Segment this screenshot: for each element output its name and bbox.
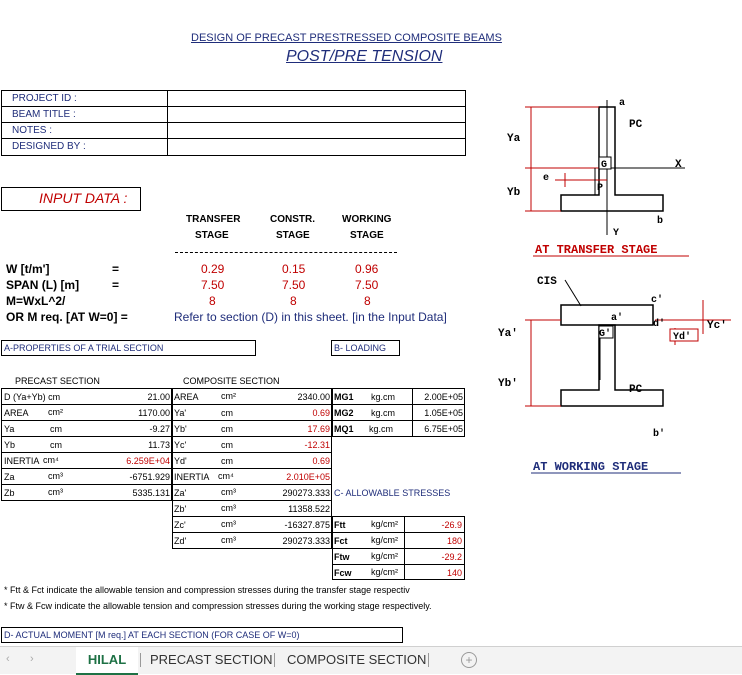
composite-row-label: Zc' (174, 520, 186, 530)
label-yd-prime: Yd' (673, 332, 692, 343)
composite-row-unit: cm⁴ (218, 471, 234, 481)
label-g: G (601, 160, 608, 171)
input-data-label: INPUT DATA : (39, 190, 128, 206)
precast-row-unit: cm³ (48, 487, 63, 497)
label-ya-prime: Ya' (498, 328, 518, 340)
sheet-tab-hilal[interactable]: HILAL (76, 647, 138, 675)
notes-label: NOTES : (12, 125, 53, 136)
stage-working-l2: STAGE (350, 230, 384, 241)
label-yb-prime: Yb' (498, 378, 518, 390)
composite-row-value: 2340.00 (297, 392, 330, 402)
note-transfer: * Ftt & Fct indicate the allowable tension and compression stresses during the transfer stage respectiv (4, 585, 410, 595)
span-transfer[interactable]: 7.50 (201, 278, 225, 292)
loading-row-value: 1.05E+05 (424, 408, 463, 418)
label-a: a (619, 98, 626, 109)
loading-row-label: MG2 (334, 408, 354, 418)
transfer-stage-diagram (495, 95, 695, 265)
precast-row-label: Ya (4, 424, 15, 434)
working-stage-caption: AT WORKING STAGE (533, 460, 649, 474)
precast-row-label: Yb (4, 440, 16, 450)
stress-row-label: Fct (334, 536, 348, 546)
stage-transfer-l2: STAGE (195, 230, 229, 241)
composite-row-unit: cm³ (221, 487, 236, 497)
span-constr[interactable]: 7.50 (282, 278, 306, 292)
stress-row-label: Fcw (334, 568, 352, 578)
stress-row-value: 180 (446, 536, 462, 546)
precast-row-value: 21.00 (147, 392, 170, 402)
stress-row-unit: kg/cm² (371, 567, 398, 577)
stage-constr-l1: CONSTR. (270, 214, 315, 225)
composite-row-label: Zd' (174, 536, 187, 546)
composite-row-unit: cm² (221, 391, 236, 401)
label-pc: PC (629, 119, 643, 131)
composite-section-header: COMPOSITE SECTION (183, 376, 280, 386)
working-stage-diagram (495, 270, 740, 480)
precast-row-value: 5335.131 (132, 488, 170, 498)
loading-row-unit: kg.cm (369, 424, 394, 434)
loading-row-unit: kg.cm (371, 392, 396, 402)
composite-row-value: 2.010E+05 (286, 472, 330, 482)
precast-section-header: PRECAST SECTION (15, 376, 100, 386)
moment-formula-label: M=WxL^2/ (6, 294, 66, 308)
beam-title-label: BEAM TITLE : (12, 109, 76, 120)
label-d-prime: d' (653, 319, 666, 330)
label-cis: CIS (537, 276, 557, 288)
precast-row-value: 6.259E+04 (126, 456, 170, 466)
precast-row-value: 11.73 (148, 440, 170, 450)
precast-row-label: Zb (4, 488, 15, 498)
designed-by-label: DESIGNED BY : (12, 141, 86, 152)
w-label: W [t/m'] (6, 262, 50, 276)
or-m-req-note: Refer to section (D) in this sheet. [in the Input Data] (174, 310, 447, 324)
stress-row-value: -29.2 (441, 552, 462, 562)
w-transfer[interactable]: 0.29 (201, 262, 225, 276)
project-id-label: PROJECT ID : (12, 93, 77, 104)
label-g-prime: G' (599, 329, 612, 340)
precast-row-value: -6751.929 (129, 472, 170, 482)
section-a-title: A-PROPERTIES OF A TRIAL SECTION (4, 343, 164, 353)
label-yc-prime: Yc' (707, 320, 727, 332)
composite-row-label: Ya' (174, 408, 187, 418)
stress-row-label: Ftt (334, 520, 346, 530)
composite-row-label: Za' (174, 488, 187, 498)
divisor-constr[interactable]: 8 (290, 294, 297, 308)
label-yb: Yb (507, 187, 521, 199)
composite-row-value: 290273.333 (282, 488, 330, 498)
label-a-prime: a' (611, 313, 624, 324)
composite-row-unit: cm (221, 456, 233, 466)
precast-row-label: Za (4, 472, 15, 482)
composite-row-unit: cm³ (221, 535, 236, 545)
section-c-title: C- ALLOWABLE STRESSES (334, 488, 451, 498)
loading-row-label: MG1 (334, 392, 354, 402)
precast-row-unit: cm (50, 440, 62, 450)
w-eq: = (112, 262, 120, 276)
composite-row-label: Zb' (174, 504, 187, 514)
precast-row-value: -9.27 (149, 424, 170, 434)
composite-row-value: 11358.522 (288, 504, 330, 514)
composite-row-unit: cm³ (221, 519, 236, 529)
sheet-tab-bar (0, 646, 742, 674)
stage-transfer-l1: TRANSFER (186, 214, 241, 225)
sheet-tab-composite-section[interactable]: COMPOSITE SECTION (287, 652, 427, 667)
label-ya: Ya (507, 133, 521, 145)
loading-row-value: 6.75E+05 (424, 424, 463, 434)
composite-row-value: 0.69 (312, 408, 330, 418)
scroll-left-icon[interactable]: ‹ (6, 653, 10, 665)
composite-row-unit: cm (221, 424, 233, 434)
composite-row-label: Yb' (174, 424, 187, 434)
composite-row-value: 290273.333 (282, 536, 330, 546)
span-eq: = (112, 278, 120, 292)
span-label: SPAN (L) [m] (6, 278, 80, 292)
composite-row-label: Yc' (174, 440, 187, 450)
label-x: X (675, 159, 682, 171)
stress-row-unit: kg/cm² (371, 519, 398, 529)
composite-row-value: -12.31 (304, 440, 330, 450)
precast-row-label: AREA (4, 408, 29, 418)
sheet-subtitle: POST/PRE TENSION (286, 48, 443, 65)
composite-row-value: -16327.875 (284, 520, 330, 530)
composite-row-label: INERTIA (174, 472, 210, 482)
add-sheet-icon[interactable]: + (461, 652, 477, 668)
stress-row-unit: kg/cm² (371, 551, 398, 561)
label-b: b (657, 216, 664, 227)
label-c-prime: c' (651, 295, 664, 306)
composite-row-label: Yd' (174, 456, 187, 466)
note-working: * Ftw & Fcw indicate the allowable tension and compression stresses during the working stage respectively. (4, 601, 432, 611)
loading-row-label: MQ1 (334, 424, 354, 434)
label-b-prime: b' (653, 429, 666, 440)
loading-row-unit: kg.cm (371, 408, 396, 418)
divisor-transfer[interactable]: 8 (209, 294, 216, 308)
label-p: P (597, 183, 604, 194)
sheet-tab-precast-section[interactable]: PRECAST SECTION (150, 652, 273, 667)
loading-row-value: 2.00E+05 (424, 392, 463, 402)
stress-row-unit: kg/cm² (371, 535, 398, 545)
w-working[interactable]: 0.96 (355, 262, 379, 276)
precast-row-unit: cm (50, 424, 62, 434)
section-b-title: B- LOADING (334, 343, 387, 353)
label-y: Y (613, 228, 620, 239)
section-d-title: D- ACTUAL MOMENT [M req.] AT EACH SECTION (FOR CASE OF W=0) (4, 630, 300, 640)
composite-row-label: AREA (174, 392, 199, 402)
stress-row-label: Ftw (334, 552, 350, 562)
composite-row-unit: cm (221, 440, 233, 450)
divisor-working[interactable]: 8 (364, 294, 371, 308)
precast-row-label: D (Ya+Yb) cm (4, 392, 61, 402)
composite-row-unit: cm³ (221, 503, 236, 513)
precast-row-value: 1170.00 (138, 408, 170, 418)
label-e: e (543, 173, 550, 184)
composite-row-value: 0.69 (312, 456, 330, 466)
or-m-req-label: OR M req. [AT W=0] = (6, 310, 128, 324)
label-pc-working: PC (629, 384, 643, 396)
w-constr[interactable]: 0.15 (282, 262, 306, 276)
stage-constr-l2: STAGE (276, 230, 310, 241)
stage-working-l1: WORKING (342, 214, 392, 225)
precast-row-label: INERTIA (4, 456, 40, 466)
composite-row-unit: cm (221, 408, 233, 418)
sheet-title: DESIGN OF PRECAST PRESTRESSED COMPOSITE BEAMS (191, 32, 502, 44)
precast-row-unit: cm⁴ (43, 455, 59, 465)
scroll-right-icon[interactable]: › (30, 653, 34, 665)
composite-row-value: 17.69 (307, 424, 330, 434)
stress-row-value: -26.9 (441, 520, 462, 530)
precast-row-unit: cm² (48, 407, 63, 417)
span-working[interactable]: 7.50 (355, 278, 379, 292)
transfer-stage-caption: AT TRANSFER STAGE (535, 243, 658, 257)
stress-row-value: 140 (446, 568, 462, 578)
precast-row-unit: cm³ (48, 471, 63, 481)
